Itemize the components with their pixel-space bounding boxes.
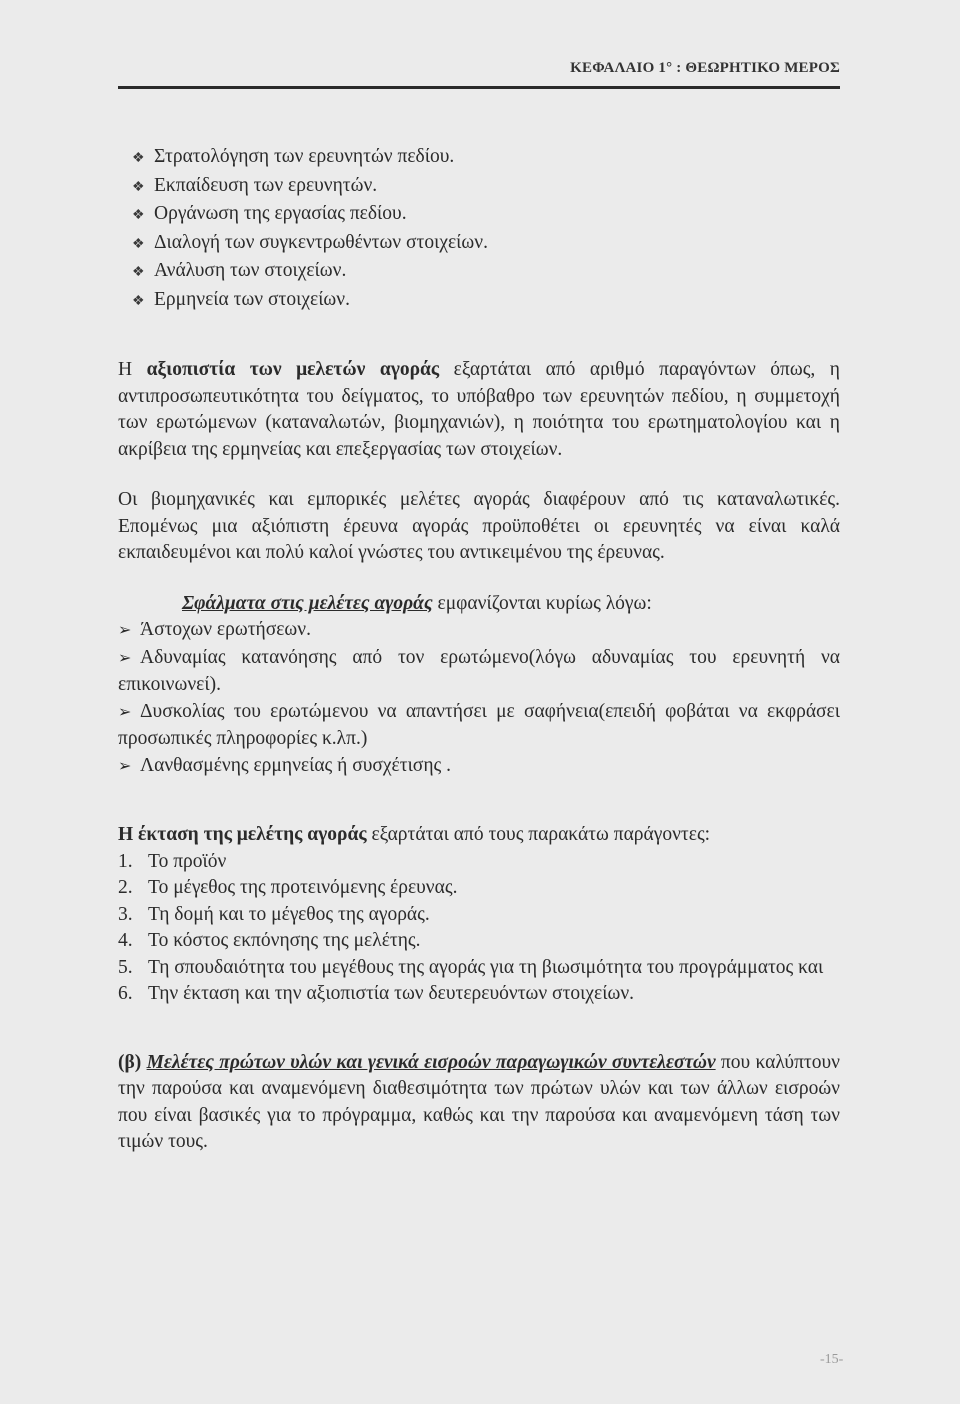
list-item: 1. Το προϊόν xyxy=(118,850,227,872)
reliability-paragraph: Η αξιοπιστία των μελετών αγοράς εξαρτάται από αριθμό παραγόντων όπως, η αντιπροσωπευτικότητα του δείγματος, το υπόβαθρο των ερευνητών πεδίου, η συμμετοχή των ερωτώμενων (καταναλωτών, βιομηχανιών), η ποιότητα του ερωτηματολογίου και η ακρίβεια της ερμηνείας και επεξεργασίας των στοιχείων. xyxy=(118,359,840,460)
list-item: ❖ Εκπαίδευση των ερευνητών. xyxy=(132,173,840,202)
list-item: 2. Το μέγεθος της προτεινόμενης έρευνας. xyxy=(118,877,458,898)
header-rule xyxy=(118,86,840,89)
diamond-bullet-icon: ❖ xyxy=(132,236,145,252)
reliability-term: αξιοπιστία των μελετών αγοράς xyxy=(146,359,440,380)
arrow-bullet-icon: ➢ xyxy=(118,703,132,721)
errors-item: ➢ Αδυναμίας κατανόησης από τον ερωτώμενο(λόγω αδυναμίας του ερευνητή να επικοινωνεί). xyxy=(118,646,840,695)
extent-paragraph: Η έκταση της μελέτης αγοράς εξαρτάται από τους παρακάτω παράγοντες: xyxy=(118,824,711,845)
list-item: 4. Το κόστος εκπόνησης της μελέτης. xyxy=(118,930,421,951)
errors-item: ➢ Λανθασμένης ερμηνείας ή συσχέτισης . xyxy=(118,753,840,781)
arrow-bullet-icon: ➢ xyxy=(118,757,132,775)
page-body xyxy=(118,144,840,1156)
list-item: ❖ Στρατολόγηση των ερευνητών πεδίου. xyxy=(132,144,840,173)
page-number: -15- xyxy=(820,1352,844,1367)
list-item: 6. Την έκταση και την αξιοπιστία των δευτερευόντων στοιχείων. xyxy=(118,983,635,1004)
errors-item: ➢ Δυσκολίας του ερωτώμενου να απαντήσει με σαφήνεια(επειδή φοβάται να εκφράσει προσωπικές πληροφορίες κ.λπ.) xyxy=(118,700,840,749)
list-item: 5. Τη σπουδαιότητα του μεγέθους της αγοράς για τη βιωσιμότητα του προγράμματος και xyxy=(118,956,824,978)
extent-list xyxy=(118,849,840,1008)
list-item: ❖ Ανάλυση των στοιχείων. xyxy=(132,258,840,287)
diamond-bullet-icon: ❖ xyxy=(132,265,145,280)
errors-heading: Σφάλματα στις μελέτες αγοράς εμφανίζονται κυρίως λόγω: xyxy=(182,592,652,614)
diamond-bullet-icon: ❖ xyxy=(132,293,145,309)
section-b-paragraph: (β) Μελέτες πρώτων υλών και γενικά εισροών παραγωγικών συντελεστών που καλύπτουν την παρούσα και αναμενόμενη διαθεσιμότητα των πρώτων υλών και των άλλων εισροών που είναι βασικές για το πρόγραμμα, καθώς και την παρούσα και αναμενόμενη τάση των τιμών τους. xyxy=(118,1051,840,1152)
list-item: 3. Τη δομή και το μέγεθος της αγοράς. xyxy=(118,903,430,925)
bullet-list xyxy=(118,144,840,315)
errors-item: ➢ Άστοχων ερωτήσεων. xyxy=(118,617,840,645)
diamond-bullet-icon: ❖ xyxy=(132,208,145,223)
errors-title: Σφάλματα στις μελέτες αγοράς xyxy=(182,592,433,614)
arrow-bullet-icon: ➢ xyxy=(118,649,132,667)
list-item: ❖ Ερμηνεία των στοιχείων. xyxy=(132,287,840,316)
chapter-header: ΚΕΦΑΛΑΙΟ 1° : ΘΕΩΡΗΤΙΚΟ ΜΕΡΟΣ xyxy=(570,60,840,76)
diamond-bullet-icon: ❖ xyxy=(132,179,145,195)
extent-term: Η έκταση της μελέτης αγοράς xyxy=(118,824,367,845)
list-item: ❖ Διαλογή των συγκεντρωθέντων στοιχείων. xyxy=(132,230,840,259)
section-b-title: Μελέτες πρώτων υλών και γενικά εισροών παραγωγικών συντελεστών xyxy=(146,1051,716,1073)
list-item: ❖ Οργάνωση της εργασίας πεδίου. xyxy=(132,201,840,230)
arrow-bullet-icon: ➢ xyxy=(118,622,132,639)
diamond-bullet-icon: ❖ xyxy=(132,151,145,166)
section-b-label: (β) xyxy=(118,1051,142,1073)
industrial-paragraph: Οι βιομηχανικές και εμπορικές μελέτες αγοράς διαφέρουν από τις καταναλωτικές. Επομένως μια αξιόπιστη έρευνα αγοράς προϋποθέτει οι ερευνητές να είναι καλά εκπαιδευμένοι και πολύ καλοί γνώστες του αντικειμένου της έρευνας. xyxy=(118,489,840,563)
